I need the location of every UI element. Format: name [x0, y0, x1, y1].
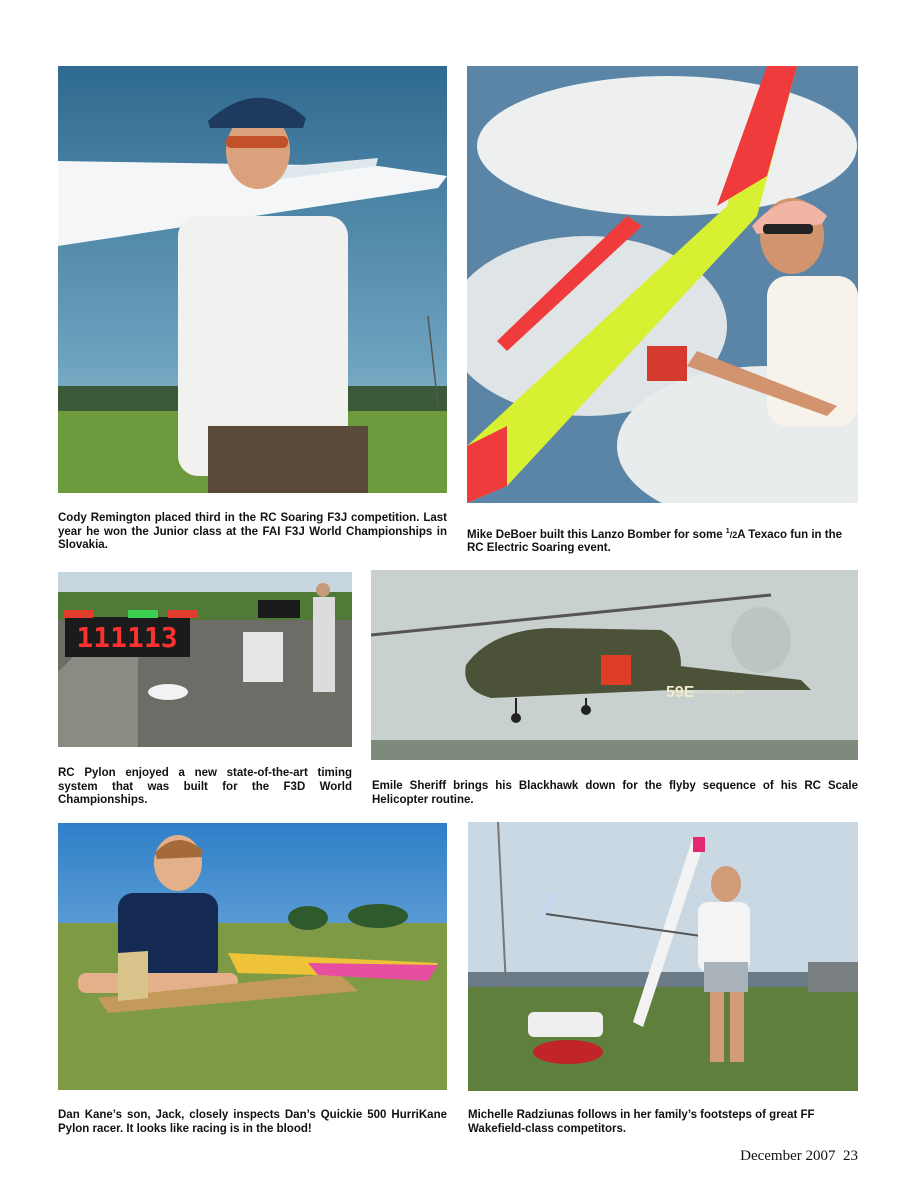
- photo-pylon-timer: [58, 572, 352, 747]
- caption-pylon-racer: Dan Kane’s son, Jack, closely inspects Dan’s Quickie 500 HurriKane Pylon racer. It looks like racing is in the blood!: [58, 1109, 447, 1135]
- photo-lanzo-bomber: [467, 66, 858, 503]
- heli-number: 59E: [666, 684, 695, 701]
- caption-cody: Cody Remington placed third in the RC Soaring F3J competition. Last year he won the Junior class at the FAI F3J World Championships in Slovakia.: [58, 512, 447, 551]
- fraction-numerator: 1: [725, 528, 730, 535]
- photo-cody-glider: [58, 66, 447, 493]
- caption-pylon: RC Pylon enjoyed a new state-of-the-art timing system that was built for the F3D World Championships.: [58, 767, 352, 806]
- page-footer: [740, 1148, 858, 1165]
- caption-lanzo-bomber: [467, 525, 858, 556]
- photo-pylon-racer: [58, 823, 447, 1090]
- photo-wakefield: [468, 822, 858, 1091]
- page-number: 23: [843, 1148, 858, 1164]
- caption-wakefield: Michelle Radziunas follows in her family’s footsteps of great FF Wakefield-class competitors.: [468, 1109, 815, 1135]
- caption-text: Mike DeBoer built this Lanzo Bomber for some: [467, 528, 726, 541]
- caption-blackhawk: Emile Sheriff brings his Blackhawk down for the flyby sequence of his RC Scale Helicopter routine.: [372, 780, 858, 806]
- timer-display: 111113: [76, 621, 178, 654]
- fraction-denominator: /2: [729, 529, 738, 540]
- heli-army-text: UNITED STATES ARMY: [691, 690, 746, 696]
- caption-text: A Texaco fun in the RC Electric Soaring event.: [467, 528, 843, 555]
- issue-date: December 2007: [740, 1148, 836, 1164]
- photo-blackhawk: [371, 570, 858, 760]
